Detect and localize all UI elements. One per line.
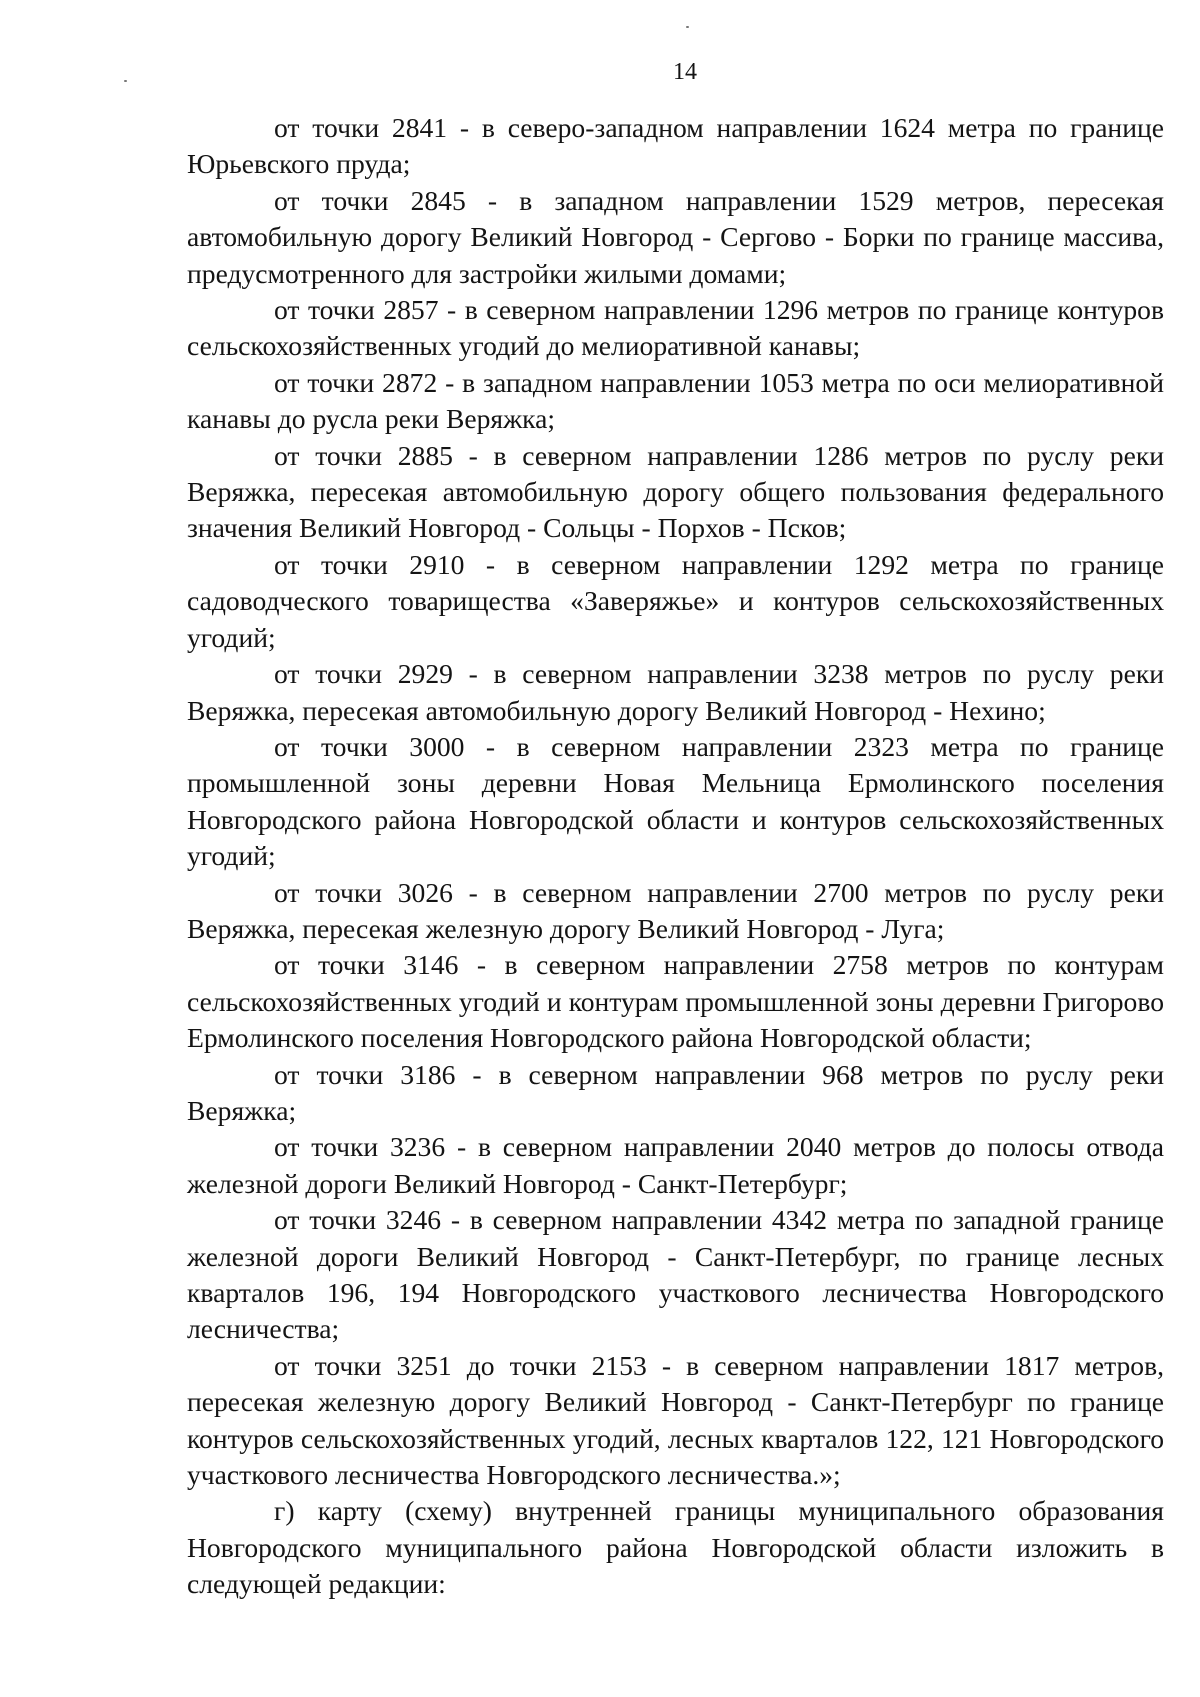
paragraph-point-3186: от точки 3186 - в северном направлении 968 метров по руслу реки Веряжка; bbox=[187, 1058, 1164, 1126]
paragraph-point-3026: от точки 3026 - в северном направлении 2700 метров по руслу реки Веряжка, пересекая железную дорогу Великий Новгород - Луга; bbox=[187, 876, 1164, 944]
paragraph-point-2910: от точки 2910 - в северном направлении 1292 метра по границе садоводческого товарищества «Заверяжье» и контуров сельскохозяйственных угодий; bbox=[187, 548, 1164, 653]
paragraph-point-2841: от точки 2841 - в северо-западном направлении 1624 метра по границе Юрьевского пруда; bbox=[187, 112, 1164, 180]
paragraph-point-2857: от точки 2857 - в северном направлении 1296 метров по границе контуров сельскохозяйственных угодий до мелиоративной канавы; bbox=[187, 294, 1164, 362]
page-number: 14 bbox=[673, 59, 697, 85]
document-body bbox=[187, 110, 1164, 1603]
paragraph-point-2929: от точки 2929 - в северном направлении 3238 метров по руслу реки Веряжка, пересекая автомобильную дорогу Великий Новгород - Нехино; bbox=[187, 658, 1164, 726]
paragraph-map-scheme: г) карту (схему) внутренней границы муниципального образования Новгородского муниципального района Новгородской области изложить в следующей редакции: bbox=[187, 1495, 1164, 1600]
paragraph-point-3246: от точки 3246 - в северном направлении 4342 метра по западной границе железной дороги Великий Новгород - Санкт-Петербург, по границе лесных кварталов 196, 194 Новгородского участкового лесничества Новгородского лесничества; bbox=[187, 1204, 1164, 1345]
paragraph-point-3146: от точки 3146 - в северном направлении 2758 метров по контурам сельскохозяйственных угодий и контурам промышленной зоны деревни Григорово Ермолинского поселения Новгородского района Новгородской области; bbox=[187, 949, 1164, 1054]
paragraph-point-2885: от точки 2885 - в северном направлении 1286 метров по руслу реки Веряжка, пересекая автомобильную дорогу общего пользования федерального значения Великий Новгород - Сольцы - Порхов - Псков; bbox=[187, 439, 1164, 544]
paragraph-point-3000: от точки 3000 - в северном направлении 2323 метра по границе промышленной зоны деревни Новая Мельница Ермолинского поселения Новгородского района Новгородской области и контуров сельскохозяйственных угодий; bbox=[187, 730, 1164, 872]
paragraph-point-2872: от точки 2872 - в западном направлении 1053 метра по оси мелиоративной канавы до русла реки Веряжка; bbox=[187, 366, 1164, 435]
paragraph-point-3251: от точки 3251 до точки 2153 - в северном направлении 1817 метров, пересекая железную дорогу Великий Новгород - Санкт-Петербург по границе контуров сельскохозяйственных угодий, лесных кварталов 122, 121 Новгородского участкового лесничества Новгородского лесничества.»; bbox=[187, 1349, 1164, 1491]
paragraph-point-3236: от точки 3236 - в северном направлении 2040 метров до полосы отвода железной дороги Великий Новгород - Санкт-Петербург; bbox=[187, 1131, 1164, 1199]
paragraph-point-2845: от точки 2845 - в западном направлении 1529 метров, пересекая автомобильную дорогу Великий Новгород - Сергово - Борки по границе массива, предусмотренного для застройки жилыми домами; bbox=[187, 184, 1164, 289]
scan-speck bbox=[686, 26, 689, 28]
